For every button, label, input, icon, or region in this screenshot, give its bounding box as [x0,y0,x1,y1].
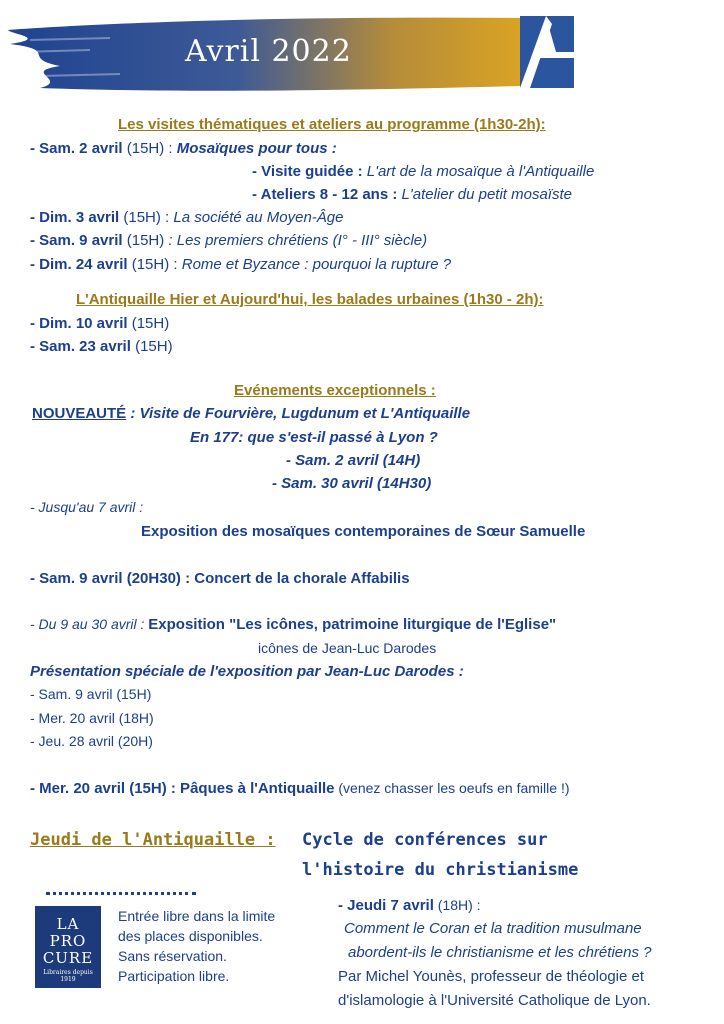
concert-line: - Sam. 9 avril (20H30) : Concert de la chorale Affabilis [30,570,410,587]
expo-subtitle: icônes de Jean-Luc Darodes [258,640,437,656]
event-date: - Dim. 10 avril [30,315,128,332]
conference-speaker: d'islamologie à l'Université Catholique de Lyon. [338,992,651,1009]
event-label: - Ateliers 8 - 12 ans : [252,186,402,203]
logo-text: CURE [42,949,94,967]
event-line [30,140,337,157]
event-line [252,163,594,180]
logo-text: PRO [49,932,87,950]
la-procure-logo [35,906,101,988]
logo-subtext: Libraires depuis 1919 [43,969,93,983]
event-date: - Dim. 3 avril [30,209,120,226]
access-line: Entrée libre dans la limite [118,908,276,924]
expo2-line [30,616,556,633]
conference-speaker: Par Michel Younès, professeur de théologie et [338,968,645,985]
expo-period: - Du 9 au 30 avril : [30,616,149,632]
conference-day: - Jeudi 7 avril [338,897,434,914]
event-date: - Sam. 9 avril [30,232,123,249]
event-date: - Sam. 23 avril [30,338,131,355]
access-line: Participation libre. [118,968,230,984]
event-title: L'art de la mosaïque à l'Antiquaille [366,163,595,180]
section-title-visits: Les visites thématiques et ateliers au programme (1h30-2h): [118,116,546,133]
event-time: (15H) : [122,140,177,157]
conference-question: Comment le Coran et la tradition musulmane [344,920,642,937]
paques-title: - Mer. 20 avril (15H) : Pâques à l'Antiquaille [30,780,335,797]
presentation-date: - Sam. 9 avril (15H) [30,686,152,702]
conference-question: abordent-ils le christianisme et les chrétiens ? [348,944,652,961]
nouveaute-text: : Visite de Fourvière, Lugdunum et L'Antiquaille [126,405,471,422]
event-line [30,315,169,332]
nouveaute-label: NOUVEAUTÉ [32,405,127,422]
event-time: (15H) [122,232,169,249]
event-date: - Dim. 24 avril [30,256,128,273]
event-title: : Les premiers chrétiens (I° - III° siècle) [168,232,428,249]
conference-date [338,897,481,914]
presentation-date: - Jeu. 28 avril (20H) [30,733,153,749]
brush-stroke-graphic [0,0,724,100]
event-line [252,186,572,203]
visit-question: En 177: que s'est-il passé à Lyon ? [190,429,438,446]
expo-title: Exposition des mosaïques contemporaines de Sœur Samuelle [141,523,586,540]
event-line [30,209,344,226]
section-title-events: Evénements exceptionnels : [234,382,436,399]
conference-time: (18H) : [433,897,481,913]
access-info [118,906,275,986]
event-title: Rome et Byzance : pourquoi la rupture ? [181,256,452,273]
nouveaute-line [32,405,470,422]
event-title: La société au Moyen-Âge [173,209,344,226]
logo-text: LA [56,915,80,933]
section-title-walks: L'Antiquaille Hier et Aujourd'hui, les balades urbaines (1h30 - 2h): [76,291,544,308]
access-line: Sans réservation. [118,948,227,964]
cycle-title-2: l'histoire du christianisme [302,860,579,880]
visit-date: - Sam. 2 avril (14H) [286,452,421,469]
event-line [30,256,451,273]
event-time: (15H) : [127,256,182,273]
event-time: (15H) : [119,209,174,226]
event-line [30,338,173,355]
paques-line [30,780,570,797]
expo-title: Exposition "Les icônes, patrimoine liturgique de l'Eglise" [148,616,557,633]
event-title: Mosaïques pour tous : [176,140,337,157]
presentation-title: Présentation spéciale de l'exposition par Jean-Luc Darodes : [30,663,464,680]
event-date: - Sam. 2 avril [30,140,123,157]
jeudi-title: Jeudi de l'Antiquaille : [30,830,276,850]
event-time: (15H) [130,338,173,355]
header-banner [0,0,724,100]
event-label: - Visite guidée : [252,163,367,180]
event-line [30,232,427,249]
presentation-date: - Mer. 20 avril (18H) [30,710,154,726]
access-line: des places disponibles. [118,928,263,944]
expo-period: - Jusqu'au 7 avril : [30,499,144,515]
cycle-title-1: Cycle de conférences sur [302,830,548,850]
event-title: L'atelier du petit mosaïste [401,186,572,203]
visit-date: - Sam. 30 avril (14H30) [272,475,432,492]
antiquaille-logo [520,16,574,88]
paques-note: (venez chasser les oeufs en famille !) [334,780,570,796]
banner-title: Avril 2022 [185,34,352,69]
dotted-divider [46,892,196,895]
event-time: (15H) [127,315,170,332]
